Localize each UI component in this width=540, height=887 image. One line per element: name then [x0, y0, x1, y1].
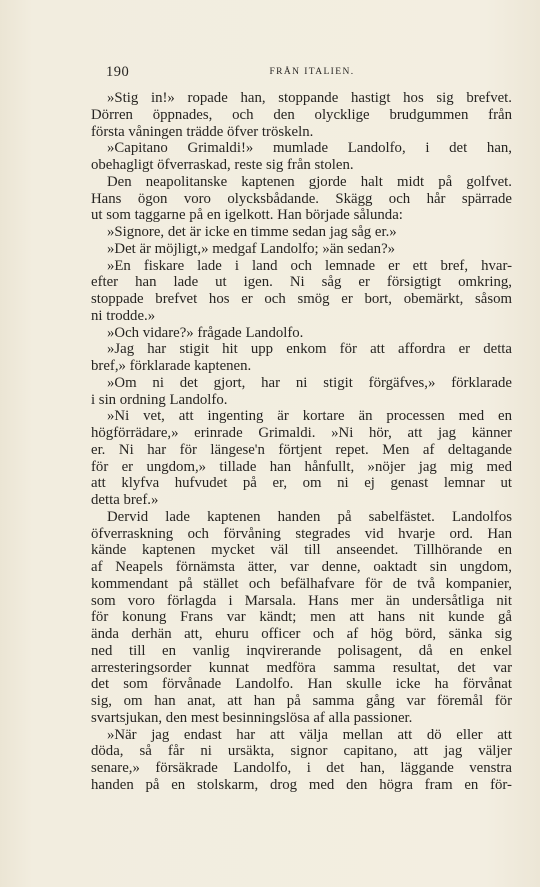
text-line: svartsjukan, den mest besinningslösa af alla passioner.: [91, 709, 413, 726]
text-line: bref,» förklarade kaptenen.: [91, 358, 252, 374]
text-line: »Jag har stigit hit upp enkom för att affordra er detta: [107, 341, 512, 358]
running-head: FRÅN ITALIEN.: [269, 67, 355, 77]
text-line: handen på en stolskarm, drog med den högra fram en för-: [91, 776, 512, 793]
text-line: Hans ögon voro olycksbådande. Skägg och hår spärrade: [91, 190, 512, 207]
text-line: »Om ni det gjort, har ni stigit förgäfves,» förklarade: [107, 374, 512, 391]
text-line: »Det är möjligt,» medgaf Landolfo; »än sedan?»: [107, 240, 396, 257]
text-line: »Stig in!» ropade han, stoppande hastigt hos sig brefvet.: [107, 90, 512, 106]
text-line: »Capitano Grimaldi!» mumlade Landolfo, i det han,: [107, 140, 512, 157]
text-line: första våningen trädde öfver tröskeln.: [91, 123, 314, 140]
text-line: öfverraskning och förvåning stegrades vid hvarje ord. Han: [91, 525, 512, 542]
text-line: Den neapolitanske kaptenen gjorde halt midt på golfvet.: [107, 173, 512, 190]
text-line: Dörren öppnades, och den olycklige brudgummen från: [91, 106, 512, 123]
text-line: af Neapels förnämsta ätter, var denne, oaktadt sin ungdom,: [91, 559, 512, 575]
text-line: högförrädare,» erinrade Grimaldi. »Ni hör, att jag känner: [91, 425, 512, 441]
text-line: »En fiskare lade i land och lemnade er ett bref, hvar-: [107, 257, 512, 274]
text-line: stoppade brefvet hos er och smög er bort, obemärkt, såsom: [91, 291, 512, 307]
text-line: senare,» försäkrade Landolfo, i det han, läggande venstra: [91, 760, 512, 776]
page-header: [104, 64, 512, 82]
text-line: arresteringsorder kunnat medföra samma resultat, det var: [91, 659, 512, 676]
text-line: sig, om han anat, att han på samma gång var föremål för: [91, 693, 512, 709]
text-line: det som förvånade Landolfo. Han skulle icke ha förvånat: [91, 676, 512, 693]
text-line: obehagligt öfverraskad, reste sig från stolen.: [91, 157, 354, 173]
text-line: för er ungdom,» tillade han hånfullt, »nöjer jag mig med: [91, 458, 512, 475]
text-line: ut som taggarne på en igelkott. Han började sålunda:: [91, 207, 403, 224]
text-line: som voro förlagda i Marsala. Hans mer än undersåtliga nit: [91, 592, 512, 609]
text-line: »Signore, det är icke en timme sedan jag såg er.»: [107, 224, 397, 240]
text-line: Dervid lade kaptenen handen på sabelfästet. Landolfos: [107, 508, 512, 525]
text-line: döda, så får ni ursäkta, signor capitano, att jag väljer: [91, 743, 512, 760]
text-line: »Ni vet, att ingenting är kortare än processen med en: [107, 408, 512, 425]
page-number: 190: [106, 64, 130, 80]
text-line: efter han lade ut igen. Ni såg er försigtigt omkring,: [91, 274, 512, 291]
text-line: ni trodde.»: [91, 307, 156, 324]
text-line: ned till en vanlig inqvirerande polisagent, då en enkel: [91, 642, 512, 659]
text-line: er. Ni har för längese'n förtjent repet. Men af deltagande: [91, 441, 512, 458]
text-line: i sin ordning Landolfo.: [91, 391, 228, 408]
text-line: ända derhän att, ehuru officer och af hög börd, sänka sig: [91, 626, 512, 642]
body-text: [91, 90, 512, 794]
text-line: kommendant på stället och befälhafvare för de två kompanier,: [91, 575, 512, 592]
text-line: »Och vidare?» frågade Landolfo.: [107, 324, 304, 341]
text-line: för konung Frans var kändt; men att hans nit kunde gå: [91, 609, 512, 626]
text-line: att klyfva hufvudet på er, om ni ej genast lemnar ut: [91, 475, 512, 492]
text-line: kände kaptenen mycket väl till anseendet. Tillhörande en: [91, 542, 512, 559]
text-line: detta bref.»: [91, 492, 159, 508]
text-line: »När jag endast har att välja mellan att dö eller att: [107, 726, 512, 743]
